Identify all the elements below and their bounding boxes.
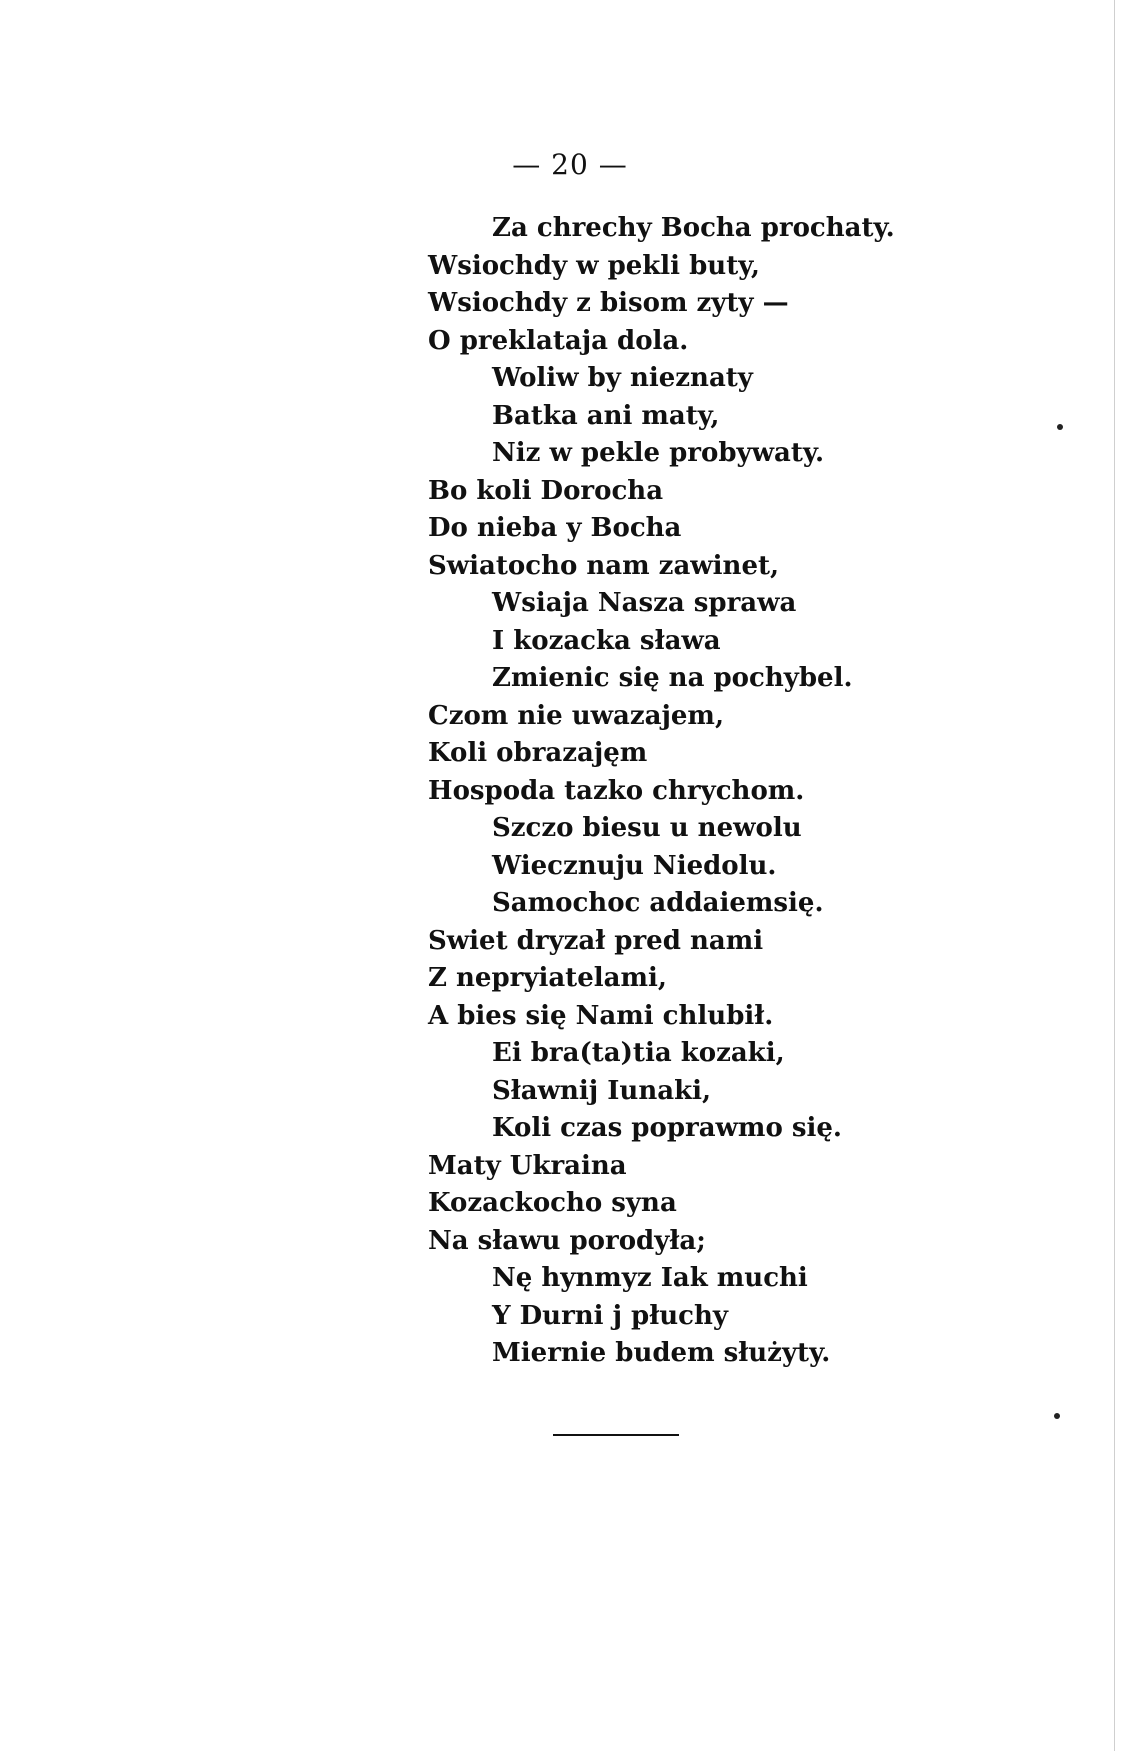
poem-line: Kozackocho syna	[428, 1188, 677, 1218]
poem-line: Zmienic się na pochybel.	[492, 663, 853, 693]
poem-line: Koli czas poprawmo się.	[492, 1113, 842, 1143]
poem-line: Y Durni j płuchy	[492, 1301, 728, 1331]
poem-line: Niz w pekle probywaty.	[492, 438, 825, 468]
poem-line: Koli obrazajęm	[428, 738, 648, 768]
poem-line: Samochoc addaiemsię.	[492, 888, 824, 918]
poem-line: Wsiochdy w pekli buty,	[428, 251, 760, 281]
poem-line: Szczo biesu u newolu	[492, 813, 802, 843]
poem-line: Swiatocho nam zawinet,	[428, 551, 780, 581]
poem-line: I kozacka sława	[492, 626, 721, 656]
poem-line: A bies się Nami chlubił.	[428, 1001, 774, 1031]
ink-speck	[1057, 424, 1063, 430]
poem-line: Na sławu porodyła;	[428, 1226, 706, 1256]
poem-line: O preklataja dola.	[428, 326, 689, 356]
poem-line: Z nepryiatelami,	[428, 963, 667, 993]
poem-line: Woliw by nieznaty	[492, 363, 753, 393]
poem-line: Hospoda tazko chrychom.	[428, 776, 805, 806]
poem-line: Wiecznuju Niedolu.	[492, 851, 777, 881]
poem-line: Swiet dryzał pred nami	[428, 926, 764, 956]
poem-line: Ei bra(ta)tia kozaki,	[492, 1038, 785, 1068]
poem-line: Batka ani maty,	[492, 401, 720, 431]
poem-line: Sławnij Iunaki,	[492, 1076, 712, 1106]
poem-line: Miernie budem służyty.	[492, 1338, 831, 1368]
poem-line: Wsiaja Nasza sprawa	[492, 588, 797, 618]
poem-line: Czom nie uwazajem,	[428, 701, 724, 731]
page-edge-shadow	[1114, 0, 1115, 1751]
ink-speck	[1054, 1413, 1060, 1419]
page-number: — 20 —	[512, 148, 628, 181]
poem-line: Wsiochdy z bisom zyty —	[428, 288, 789, 318]
poem-line: Za chrechy Bocha prochaty.	[492, 213, 895, 243]
end-rule	[553, 1434, 679, 1436]
poem-line: Do nieba y Bocha	[428, 513, 682, 543]
poem-line: Nę hynmyz Iak muchi	[492, 1263, 808, 1293]
poem-line: Maty Ukraina	[428, 1151, 627, 1181]
poem-line: Bo koli Dorocha	[428, 476, 664, 506]
